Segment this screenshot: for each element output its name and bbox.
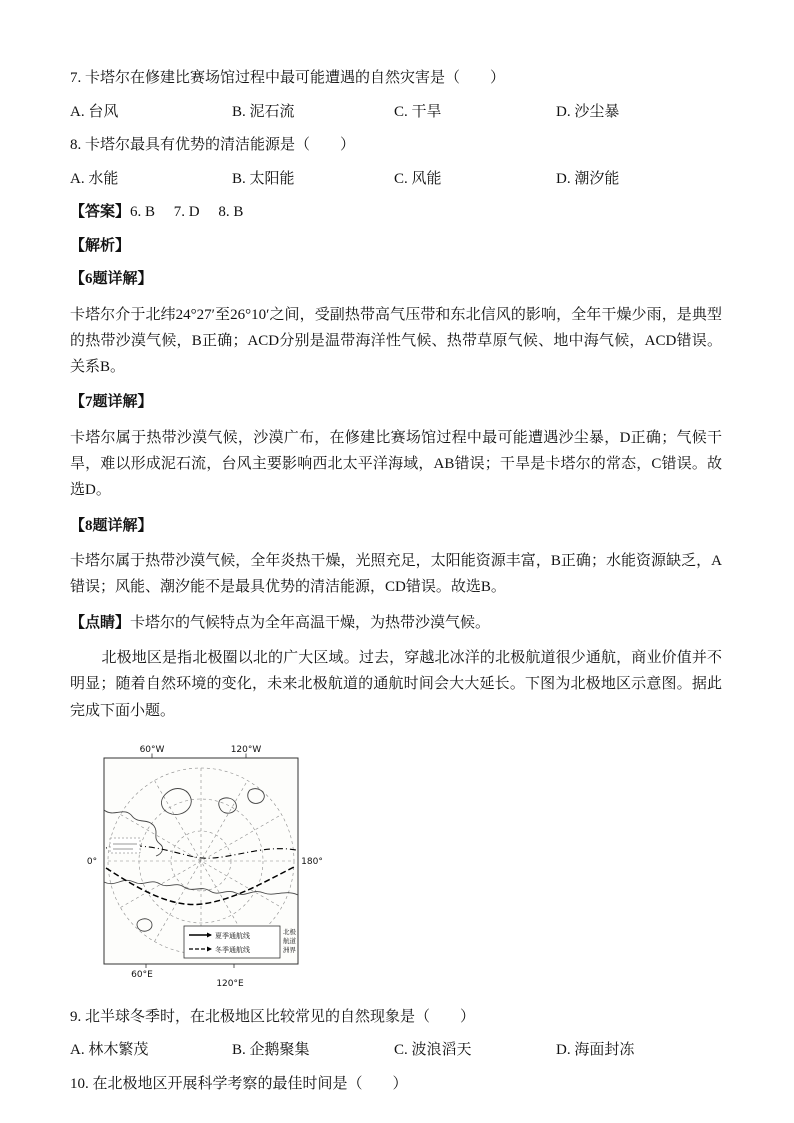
map-label-0: 0° [86, 856, 98, 867]
map-label-60e: 60°E [131, 969, 153, 980]
legend-item-summer: 夏季通航线 [215, 931, 250, 940]
detail-8-header-line [70, 515, 722, 538]
detail-7-text: 卡塔尔属于热带沙漠气候，沙漠广布，在修建比赛场馆过程中最可能遭遇沙尘暴，D正确；气候干旱，难以形成泥石流，台风主要影响西北太平洋海域，AB错误；干旱是卡塔尔的常态，C错误。故选D。 [70, 429, 722, 499]
option-b: B. 企鹅聚集 [232, 1042, 310, 1059]
option-d: D. 沙尘暴 [556, 103, 620, 120]
option-d: D. 潮汐能 [556, 170, 620, 187]
option-a: A. 台风 [70, 103, 119, 120]
detail-6-text: 卡塔尔介于北纬24°27′至26°10′之间，受副热带高气压带和东北信风的影响，全年干燥少雨，是典型的热带沙漠气候，B正确；ACD分别是温带海洋性气候、热带草原气候、地中海气候，ACD错误。关系B。 [70, 306, 722, 375]
arctic-passage: 北极地区是指北极圈以北的广大区域。过去，穿越北冰洋的北极航道很少通航，商业价值并不明显；随着自然环境的变化，未来北极航道的通航时间会大大延长。下图为北极地区示意图。据此完成下面小题。 [70, 650, 722, 719]
detail-6-header: 【6题详解】 [70, 271, 153, 287]
question-10 [70, 1073, 722, 1096]
legend-side-label-1: 北极 [283, 927, 296, 936]
detail-8-header: 【8题详解】 [70, 517, 153, 534]
tip-line [70, 612, 722, 635]
option-b: B. 太阳能 [232, 170, 295, 187]
option-a: A. 水能 [70, 170, 119, 187]
option-a: A. 林木繁茂 [70, 1042, 149, 1059]
option-c: C. 干旱 [394, 103, 442, 120]
detail-7-header-line [70, 391, 722, 414]
map-label-180: 180° [301, 856, 323, 867]
option-b: B. 泥石流 [232, 103, 295, 120]
question-8 [70, 134, 722, 157]
option-c: C. 波浪滔天 [394, 1042, 472, 1059]
analysis-header-line [70, 235, 722, 258]
question-10-text: 10. 在北极地区开展科学考察的最佳时间是（ ） [70, 1075, 408, 1092]
question-9 [70, 1006, 722, 1029]
question-7-options [70, 101, 722, 124]
map-annotation-box [110, 838, 140, 853]
map-legend [184, 926, 297, 958]
legend-side-label-3: 洲界 [283, 945, 296, 954]
arctic-map-figure [80, 740, 722, 995]
question-8-text: 8. 卡塔尔最具有优势的清洁能源是（ ） [70, 137, 356, 153]
option-d: D. 海面封冻 [556, 1042, 635, 1059]
legend-side-label-2: 航道 [283, 936, 296, 945]
tip-text: 卡塔尔的气候特点为全年高温干燥，为热带沙漠气候。 [130, 614, 491, 631]
question-8-options [70, 168, 722, 191]
map-label-60w: 60°W [139, 744, 165, 755]
question-9-text: 9. 北半球冬季时，在北极地区比较常见的自然现象是（ ） [70, 1008, 476, 1025]
answer-line [70, 201, 722, 224]
detail-7-header: 【7题详解】 [70, 394, 153, 411]
question-7-text: 7. 卡塔尔在修建比赛场馆过程中最可能遭遇的自然灾害是（ ） [70, 70, 506, 86]
tip-header: 【点睛】 [70, 614, 131, 631]
answer-header: 【答案】 [70, 204, 131, 220]
map-label-120w: 120°W [230, 744, 262, 755]
arctic-map [80, 740, 332, 990]
option-c: C. 风能 [394, 170, 442, 187]
detail-8-text: 卡塔尔属于热带沙漠气候，全年炎热干燥，光照充足，太阳能资源丰富，B正确；水能资源缺乏，A错误；风能、潮汐能不是最具优势的清洁能源，CD错误。故选B。 [70, 553, 722, 596]
question-7 [70, 67, 722, 90]
legend-item-winter: 冬季通航线 [215, 945, 250, 954]
analysis-header: 【解析】 [70, 237, 131, 254]
question-9-options [70, 1039, 722, 1062]
answer-values: 6. B 7. D 8. B [130, 204, 244, 220]
detail-6-header-line [70, 268, 722, 291]
map-label-120e: 120°E [216, 978, 244, 989]
